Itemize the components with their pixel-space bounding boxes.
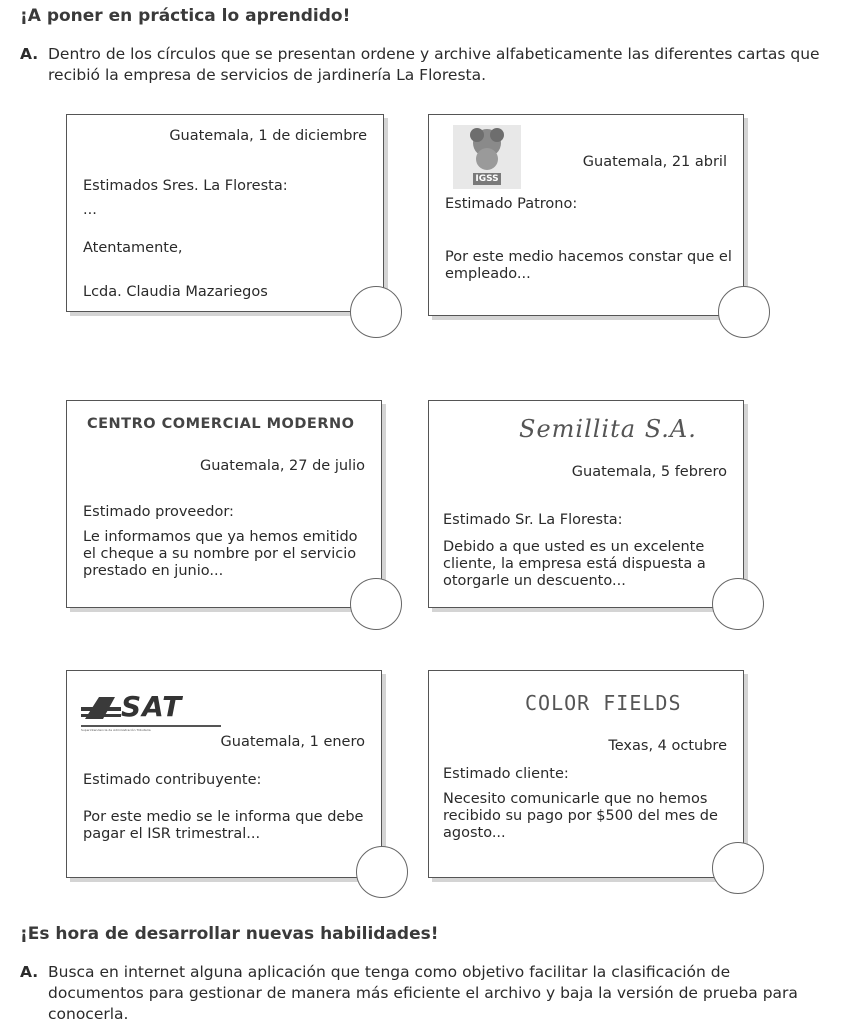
color-fields-logo: COLOR FIELDS: [525, 691, 682, 715]
filing-circle-1[interactable]: [350, 286, 402, 338]
letter-closing: Atentamente,: [83, 240, 183, 256]
semillita-logo: Semillita S.A.: [519, 415, 697, 443]
letter-greeting: Estimado Sr. La Floresta:: [443, 512, 623, 528]
instruction-letter: A.: [20, 963, 39, 981]
filing-circle-3[interactable]: [350, 578, 402, 630]
letter-card-1: [66, 114, 384, 312]
letter-signature: Lcda. Claudia Mazariegos: [83, 284, 268, 300]
instruction-text: Busca en internet alguna aplicación que tenga como objetivo facilitar la clasificación de documentos para gestionar de manera más eficiente el archivo y baja la versión de prueba para conocerla.: [48, 963, 798, 1023]
company-logo-text: CENTRO COMERCIAL MODERNO: [87, 416, 355, 432]
letter-date: Guatemala, 1 de diciembre: [169, 128, 367, 144]
instruction-letter: A.: [20, 45, 39, 63]
letter-body: Por este medio hacemos constar que el empleado...: [445, 249, 732, 282]
letter-greeting: Estimados Sres. La Floresta:: [83, 178, 288, 194]
letter-body: Debido a que usted es un excelente cliente, la empresa está dispuesta a otorgarle un descuento...: [443, 539, 706, 589]
letter-greeting: Estimado Patrono:: [445, 196, 578, 212]
sat-logo-subtext: Superintendencia de Administración Tributaria: [81, 728, 151, 732]
filing-circle-5[interactable]: [356, 846, 408, 898]
letter-card-6: [428, 670, 744, 878]
letter-card-4: [428, 400, 744, 608]
letter-card-3: [66, 400, 382, 608]
letter-greeting: Estimado contribuyente:: [83, 772, 262, 788]
igss-logo-text: IGSS: [475, 174, 499, 184]
instruction-text: Dentro de los círculos que se presentan ordene y archive alfabeticamente las diferentes cartas que recibió la empresa de servicios de jardinería La Floresta.: [48, 45, 820, 84]
section-heading-skills: ¡Es hora de desarrollar nuevas habilidades!: [20, 924, 439, 944]
letter-card-5: [66, 670, 382, 878]
section-heading-practice: ¡A poner en práctica lo aprendido!: [20, 6, 351, 26]
letter-date: Guatemala, 27 de julio: [199, 458, 365, 474]
letter-body: Necesito comunicarle que no hemos recibido su pago por $500 del mes de agosto...: [443, 791, 718, 841]
instruction-a: [20, 44, 820, 86]
letter-date: Guatemala, 1 enero: [220, 734, 365, 750]
letter-date: Texas, 4 octubre: [608, 738, 727, 754]
igss-logo: [449, 121, 525, 193]
sat-logo-text: SAT: [121, 690, 183, 723]
filing-circle-6[interactable]: [712, 842, 764, 894]
letter-card-2: [428, 114, 744, 316]
filing-circle-2[interactable]: [718, 286, 770, 338]
letter-body: ...: [83, 202, 97, 218]
letter-body: Por este medio se le informa que debe pagar el ISR trimestral...: [83, 809, 364, 842]
letter-date: Guatemala, 5 febrero: [571, 464, 727, 480]
letter-date: Guatemala, 21 abril: [582, 154, 727, 170]
sat-logo: [81, 689, 231, 735]
filing-circle-4[interactable]: [712, 578, 764, 630]
letter-body: Le informamos que ya hemos emitido el cheque a su nombre por el servicio prestado en junio...: [83, 529, 358, 579]
instruction-b: [20, 962, 820, 1025]
letter-greeting: Estimado proveedor:: [83, 504, 234, 520]
letter-greeting: Estimado cliente:: [443, 766, 569, 782]
